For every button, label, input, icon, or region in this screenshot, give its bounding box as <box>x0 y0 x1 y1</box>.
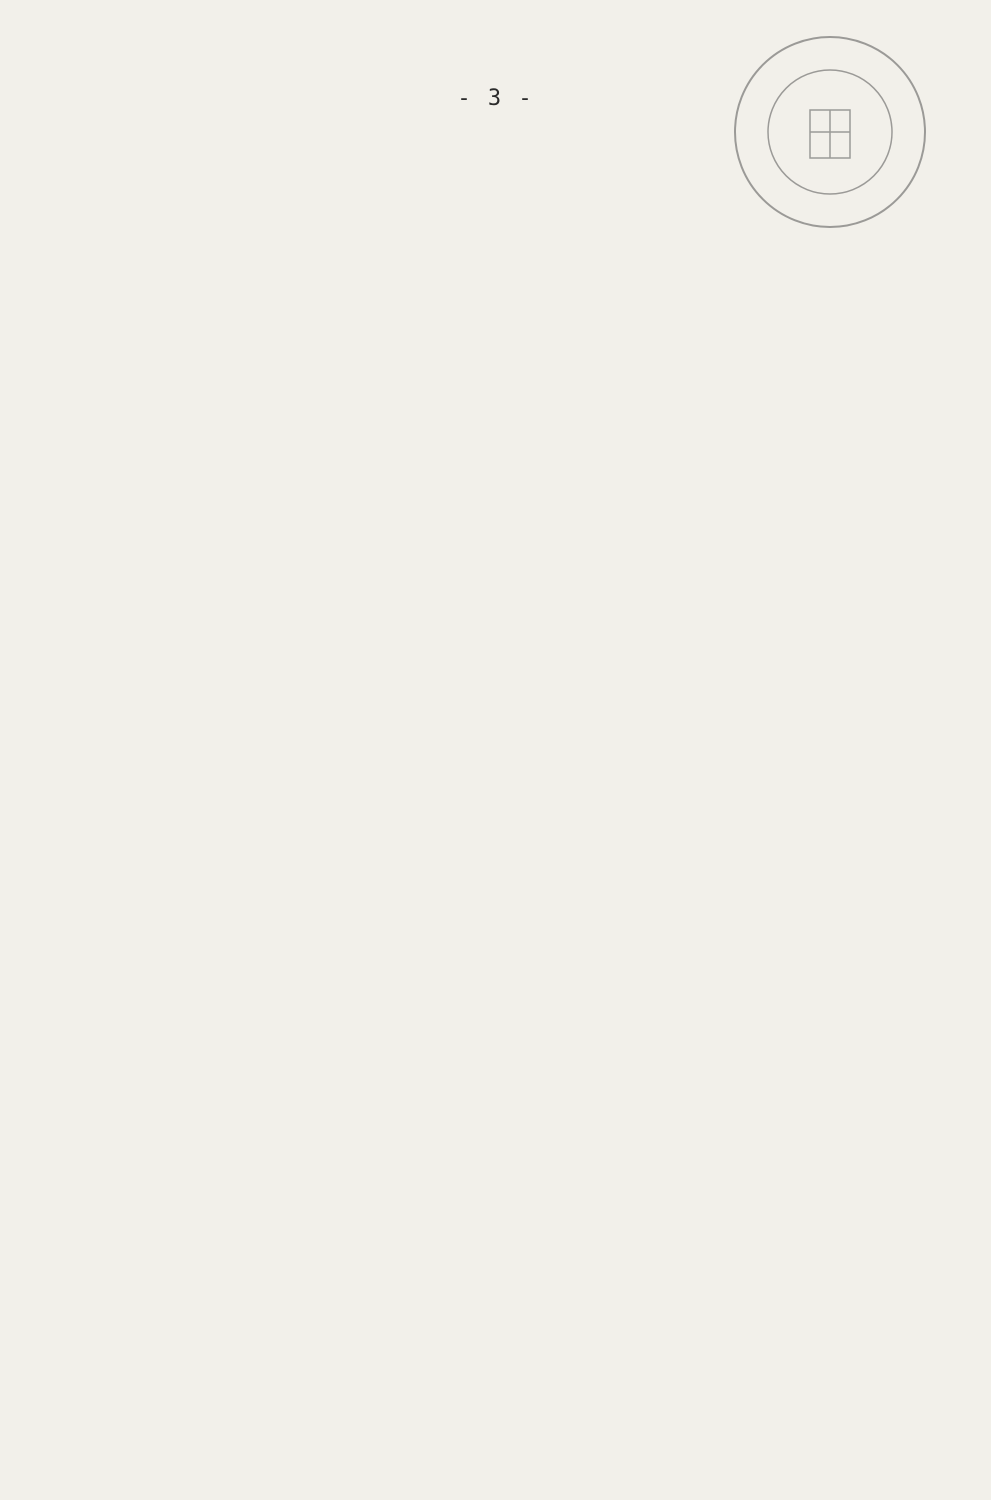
official-seal <box>730 32 930 232</box>
page-number: - 3 - <box>457 86 534 111</box>
